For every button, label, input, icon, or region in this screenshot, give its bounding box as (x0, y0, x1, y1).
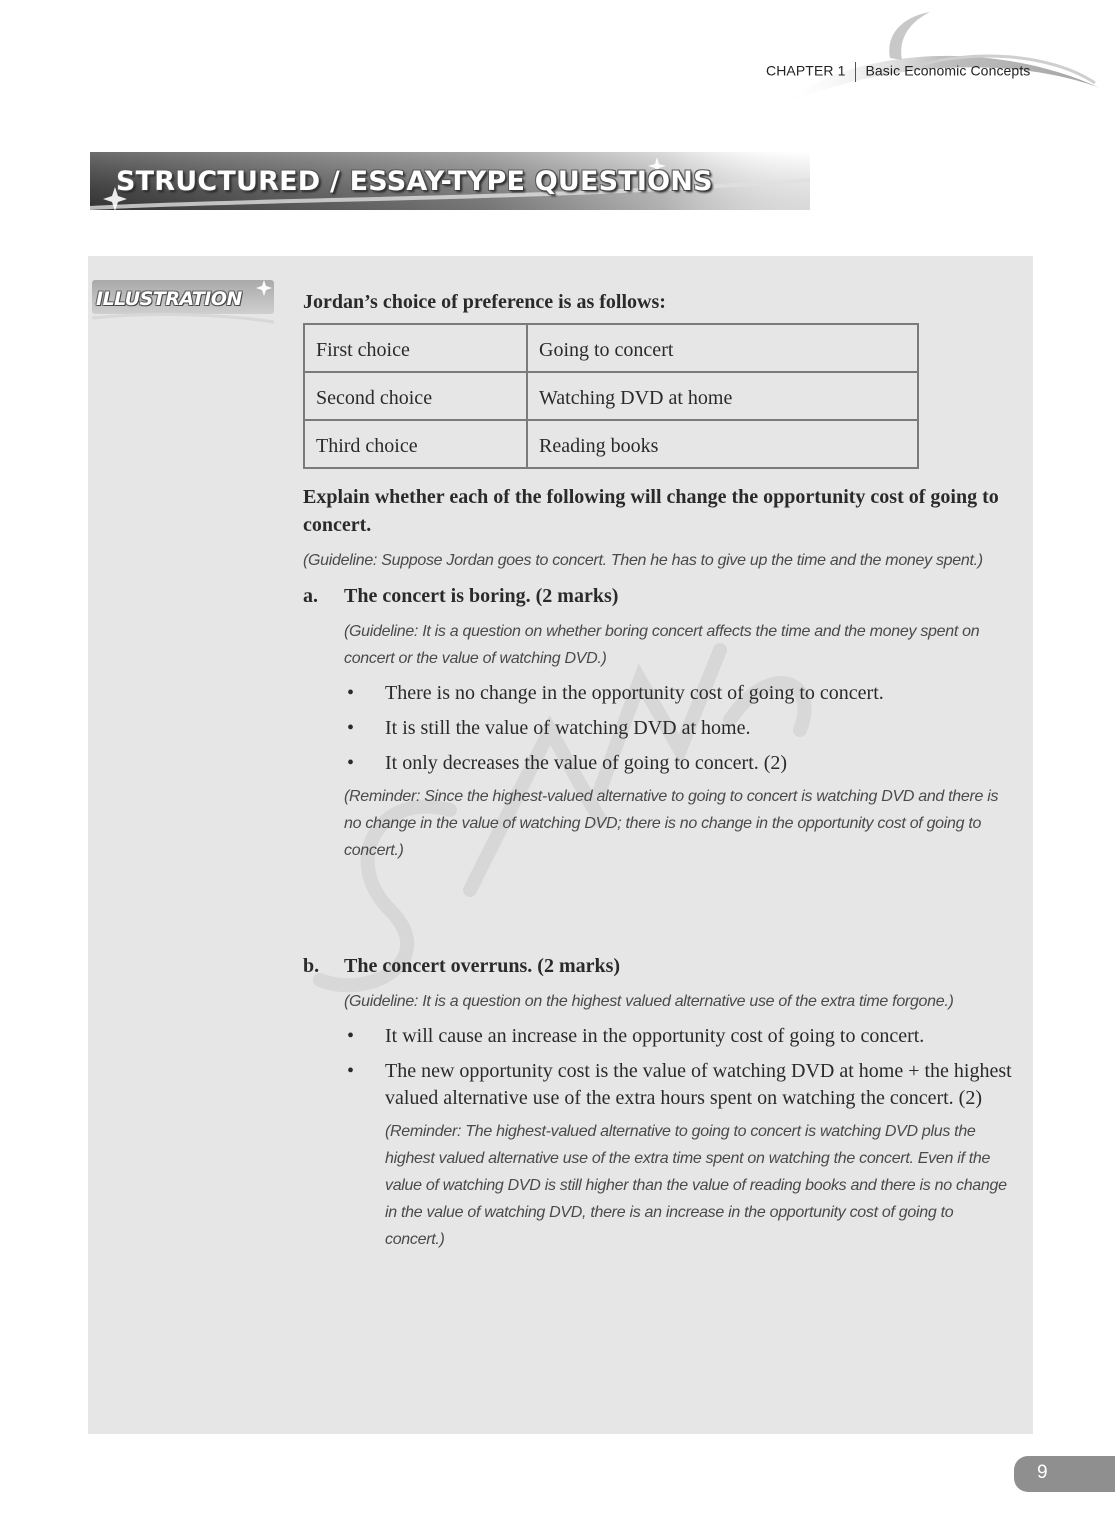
bullet-icon: • (347, 1060, 355, 1082)
table-row (304, 372, 918, 420)
bullet-icon: • (347, 752, 355, 774)
header-divider (855, 62, 856, 82)
illustration-content (303, 287, 1015, 1253)
bullet-icon: • (347, 717, 355, 739)
table-row (304, 420, 918, 468)
preference-intro: Jordan’s choice of preference is as follows: (303, 291, 666, 313)
bullet-icon: • (347, 1025, 355, 1047)
question-guideline: (Guideline: Suppose Jordan goes to concert. Then he has to give up the time and the money spent.) (303, 552, 983, 569)
list-item (344, 750, 1015, 777)
list-item (344, 1058, 1015, 1112)
part-heading: The concert is boring. (2 marks) (344, 585, 619, 607)
choice-rank: Third choice (304, 420, 527, 468)
choice-rank: First choice (304, 324, 527, 372)
chapter-label: CHAPTER 1 (766, 62, 846, 79)
answer-text: The new opportunity cost is the value of watching DVD at home + the highest valued alternative use of the extra hours spent on watching the concert. (2) (385, 1060, 1012, 1109)
part-reminder: (Reminder: The highest-valued alternative to going to concert is watching DVD plus the highest valued alternative use of the extra time spent on watching the concert. Even if the value of watching DVD is still higher than the value of reading books and there is no change in the value of watching DVD, there is an increase in the opportunity cost of going to concert.) (385, 1123, 1007, 1248)
list-item (344, 680, 1015, 707)
page-number: 9 (1037, 1462, 1048, 1483)
choice-rank: Second choice (304, 372, 527, 420)
answer-text: There is no change in the opportunity cost of going to concert. (385, 682, 884, 704)
chapter-topic: Basic Economic Concepts (865, 62, 1031, 79)
table-row (304, 324, 918, 372)
part-a (303, 582, 1015, 864)
running-head (766, 62, 1030, 82)
part-letter: b. (303, 955, 320, 977)
question-text: Explain whether each of the following will change the opportunity cost of going to concert. (303, 486, 999, 536)
choice-activity: Reading books (527, 420, 918, 468)
part-letter: a. (303, 585, 318, 607)
part-b (303, 952, 1015, 1253)
reminder-block (344, 1118, 1015, 1253)
answer-list (344, 1023, 1015, 1112)
section-title: STRUCTURED / ESSAY-TYPE QUESTIONS (116, 166, 713, 197)
list-item (344, 1023, 1015, 1050)
part-reminder: (Reminder: Since the highest-valued alternative to going to concert is watching DVD and there is no change in the value of watching DVD; there is no change in the opportunity cost of going to concert.) (344, 788, 999, 859)
illustration-tag-label: ILLUSTRATION (96, 288, 242, 310)
part-guideline: (Guideline: It is a question on whether boring concert affects the time and the money spent on concert or the value of watching DVD.) (344, 623, 980, 667)
page-number-tab (1014, 1456, 1115, 1492)
answer-text: It is still the value of watching DVD at home. (385, 717, 751, 739)
choice-activity: Going to concert (527, 324, 918, 372)
part-guideline: (Guideline: It is a question on the highest valued alternative use of the extra time forgone.) (344, 993, 954, 1010)
answer-text: It only decreases the value of going to concert. (2) (385, 752, 788, 774)
answer-list (344, 680, 1015, 777)
answer-text: It will cause an increase in the opportunity cost of going to concert. (385, 1025, 925, 1047)
part-heading: The concert overruns. (2 marks) (344, 955, 621, 977)
preference-table (303, 323, 919, 469)
bullet-icon: • (347, 682, 355, 704)
choice-activity: Watching DVD at home (527, 372, 918, 420)
list-item (344, 715, 1015, 742)
